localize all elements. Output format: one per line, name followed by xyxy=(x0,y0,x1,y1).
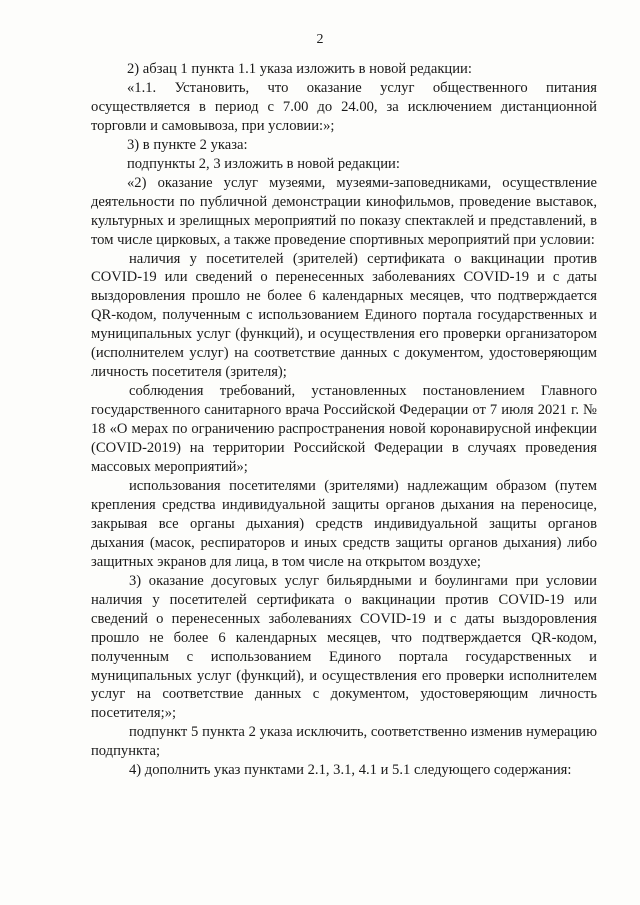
paragraph-respiratory-protection: использования посетителями (зрителями) надлежащим образом (путем крепления средства индивидуальной защиты органов дыхания на переносице, закрывая все органы дыхания) средств индивидуальной защиты органов дыхания (масок, респираторов и иных средств защиты органов дыхания) либо защитных экранов для лица, в том числе на открытом воздухе; xyxy=(91,477,597,570)
paragraph-quote-1-1: «1.1. Установить, что оказание услуг общественного питания осуществляется в период с 7.00 до 24.00, за исключением дистанционной торговли и самовывоза, при условии:»; xyxy=(91,79,597,134)
paragraph-certificate-condition: наличия у посетителей (зрителей) сертификата о вакцинации против COVID-19 или сведений о перенесенных заболеваниях COVID-19 и с даты выздоровления прошло не более 6 календарных месяцев, что подтверждается QR-кодом, полученным с использованием Единого портала государственных и муниципальных услуг (функций), и осуществления его проверки организатором (исполнителем услуг) на соответствие данных с документом, удостоверяющим личность посетителя (зрителя); xyxy=(91,250,597,381)
document-body xyxy=(91,60,597,780)
paragraph-subitems-2-3: подпункты 2, 3 изложить в новой редакции: xyxy=(127,155,400,172)
page-number: 2 xyxy=(316,32,324,47)
paragraph-amend-item-4: 4) дополнить указ пунктами 2.1, 3.1, 4.1 и 5.1 следующего содержания: xyxy=(129,762,572,779)
paragraph-quote-subitem-2: «2) оказание услуг музеями, музеями-заповедниками, осуществление деятельности по публичной демонстрации кинофильмов, проведение выставок, культурных и зрелищных мероприятий по показу спектаклей и представлений, в том числе цирковых, а также проведение спортивных мероприятий при условии: xyxy=(91,174,597,248)
paragraph-amend-item-3: 3) в пункте 2 указа: xyxy=(127,136,248,153)
paragraph-subitem-3-leisure: 3) оказание досуговых услуг бильярдными и боулингами при условии наличия у посетителей сертификата о вакцинации против COVID-19 или сведений о перенесенных заболеваниях COVID-19 и с даты выздоровления прошло не более 6 календарных месяцев, что подтверждается QR-кодом, полученным с использованием Единого портала государственных и муниципальных услуг (функций), и осуществления его проверки исполнителем услуг на соответствие данных с документом, удостоверяющим личность посетителя;»; xyxy=(91,572,597,722)
paragraph-exclude-subitem-5: подпункт 5 пункта 2 указа исключить, соответственно изменив нумерацию подпункта; xyxy=(91,724,597,760)
paragraph-sanitary-requirements: соблюдения требований, установленных постановлением Главного государственного санитарного врача Российской Федерации от 7 июля 2021 г. № 18 «О мерах по ограничению распространения новой коронавирусной инфекции (COVID-2019) на территории Российской Федерации в случаях проведения массовых мероприятий»; xyxy=(91,383,597,476)
paragraph-amend-item-2: 2) абзац 1 пункта 1.1 указа изложить в новой редакции: xyxy=(127,61,472,77)
